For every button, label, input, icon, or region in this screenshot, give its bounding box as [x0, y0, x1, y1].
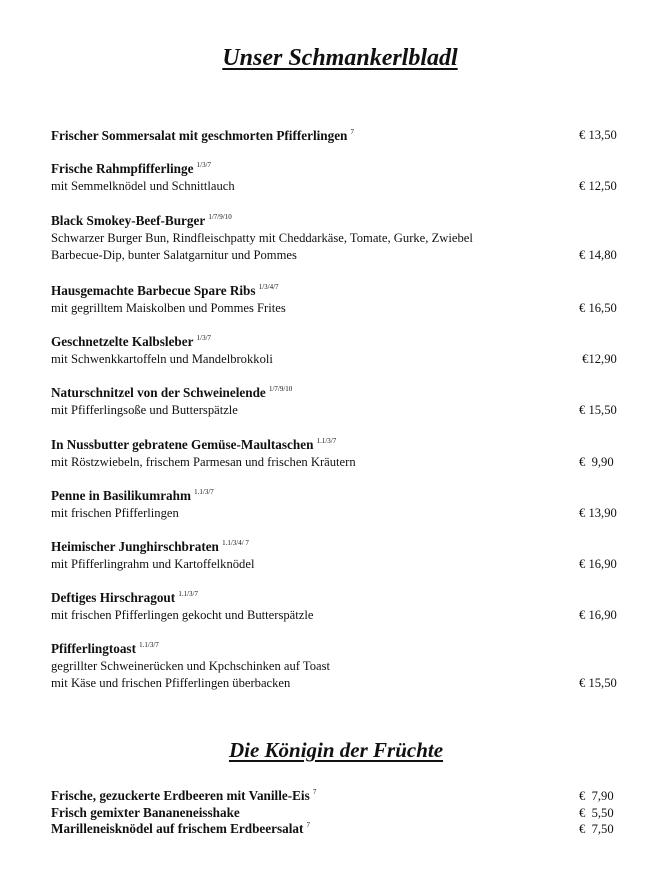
menu-item-name: Penne in Basilikumrahm — [51, 488, 191, 503]
menu-item-price: € 13,50 — [579, 128, 617, 142]
menu-item-description — [51, 402, 631, 420]
allergen-codes: 1/7/9/10 — [208, 213, 232, 221]
menu-item-description-text: mit Pfifferlingsoße und Butterspätzle — [51, 402, 238, 417]
menu-item-name: Black Smokey-Beef-Burger — [51, 213, 206, 228]
menu-item-description — [51, 556, 631, 574]
menu-title: Unser Schmankerlbladl — [222, 45, 458, 71]
menu-item-description-text: mit frischen Pfifferlingen — [51, 505, 179, 520]
dessert-name: Marilleneisknödel auf frischem Erdbeersalat — [51, 821, 304, 836]
dessert-items — [51, 788, 631, 838]
menu-item-description — [51, 658, 631, 676]
menu-item-title-line — [51, 436, 631, 454]
menu-item-description-text: mit Schwenkkartoffeln und Mandelbrokkoli — [51, 351, 273, 366]
menu-item-description — [51, 351, 631, 369]
menu-item-description — [51, 230, 631, 248]
allergen-codes: 1.1/3/7 — [316, 437, 337, 445]
menu-item-name: Geschnetzelte Kalbsleber — [51, 334, 194, 349]
menu-item-description — [51, 300, 631, 318]
menu-item-name: Frische Rahmpfifferlinge — [51, 161, 194, 176]
menu-item-description — [51, 247, 631, 265]
dessert-item — [51, 805, 631, 822]
menu-item-price: € 12,50 — [579, 178, 617, 193]
menu-item-price: € 13,90 — [579, 505, 617, 520]
allergen-codes: 1.1/3/7 — [178, 590, 198, 598]
menu-item-description — [51, 675, 631, 693]
menu-item-description — [51, 505, 631, 523]
menu-item-name: Naturschnitzel von der Schweinelende — [51, 385, 266, 400]
menu-item-description — [51, 607, 631, 625]
menu-item — [51, 282, 631, 317]
menu-item-description — [51, 178, 631, 196]
menu-item — [51, 384, 631, 419]
allergen-codes: 7 — [312, 788, 317, 796]
menu-item-price: € 15,50 — [579, 676, 617, 690]
menu-item-name: Hausgemachte Barbecue Spare Ribs — [51, 283, 256, 298]
menu-item — [51, 160, 631, 195]
allergen-codes: 1/7/9/10 — [268, 385, 293, 393]
menu-item-description-text: mit Käse und frischen Pfifferlingen überbacken — [51, 676, 291, 690]
menu-item — [51, 538, 631, 573]
menu-item-description — [51, 454, 631, 472]
dessert-item — [51, 788, 631, 805]
allergen-codes: 1/3/4/7 — [258, 283, 279, 291]
menu-item — [51, 333, 631, 368]
dessert-price: € 7,90 — [579, 789, 614, 803]
menu-item — [51, 589, 631, 624]
menu-item-description-text: Schwarzer Burger Bun, Rindfleischpatty mit Cheddarkäse, Tomate, Gurke, Zwiebel — [51, 230, 473, 245]
menu-item-name: Frischer Sommersalat mit geschmorten Pfifferlingen — [51, 128, 348, 143]
allergen-codes: 1/3/7 — [196, 334, 212, 342]
dessert-price: € 5,50 — [579, 805, 614, 820]
menu-item-title-line — [51, 640, 631, 658]
menu-item-title-line — [51, 333, 631, 351]
menu-item — [51, 127, 631, 145]
allergen-codes: 7 — [306, 821, 311, 829]
allergen-codes: 1.1/3/4/ 7 — [222, 539, 249, 547]
menu-item-name: Heimischer Junghirschbraten — [51, 539, 219, 554]
menu-item-description-text: mit gegrilltem Maiskolben und Pommes Frites — [51, 300, 286, 315]
allergen-codes: 1/3/7 — [196, 161, 212, 169]
menu-item-title-line — [51, 160, 631, 178]
menu-item-name: In Nussbutter gebratene Gemüse-Maultaschen — [51, 437, 314, 452]
menu-item-title-line — [51, 538, 631, 556]
menu-item-title-line — [51, 384, 631, 402]
dessert-item — [51, 821, 631, 838]
menu-item-title-line — [51, 212, 631, 230]
dessert-price: € 7,50 — [579, 822, 614, 836]
menu-item-title-line — [51, 127, 631, 145]
menu-item-price: € 14,80 — [579, 248, 617, 262]
menu-item — [51, 212, 631, 265]
menu-item-description-text: mit Semmelknödel und Schnittlauch — [51, 178, 235, 193]
menu-item-price: € 9,90 — [579, 454, 614, 469]
menu-item-description-text: gegrillter Schweinerücken und Kpchschinken auf Toast — [51, 658, 331, 673]
menu-item — [51, 436, 631, 471]
allergen-codes: 1.1/3/7 — [139, 641, 159, 649]
allergen-codes: 1.1/3/7 — [194, 488, 214, 496]
menu-item-description-text: mit frischen Pfifferlingen gekocht und Butterspätzle — [51, 607, 314, 622]
menu-item-title-line — [51, 487, 631, 505]
menu-item-title-line — [51, 589, 631, 607]
menu-item-name: Deftiges Hirschragout — [51, 590, 176, 605]
menu-item-description-text: Barbecue-Dip, bunter Salatgarnitur und Pommes — [51, 248, 297, 262]
menu-item-description-text: mit Pfifferlingrahm und Kartoffelknödel — [51, 556, 255, 571]
menu-item-description-text: mit Röstzwiebeln, frischem Parmesan und frischen Kräutern — [51, 454, 356, 469]
menu-item-name: Pfifferlingtoast — [51, 641, 136, 656]
menu-item-price: € 16,90 — [579, 556, 617, 571]
menu-item — [51, 487, 631, 522]
menu-item-price: € 16,50 — [579, 300, 617, 315]
allergen-codes: 7 — [350, 128, 355, 136]
menu-item-price: € 16,90 — [579, 607, 617, 622]
dessert-name: Frische, gezuckerte Erdbeeren mit Vanille-Eis — [51, 788, 310, 803]
dessert-name: Frisch gemixter Bananeneisshake — [51, 804, 240, 820]
menu-item-price: €12,90 — [579, 351, 617, 366]
menu-item-price: € 15,50 — [579, 402, 617, 417]
dessert-section-title: Die Königin der Früchte — [228, 738, 444, 762]
menu-item — [51, 640, 631, 693]
menu-item-title-line — [51, 282, 631, 300]
